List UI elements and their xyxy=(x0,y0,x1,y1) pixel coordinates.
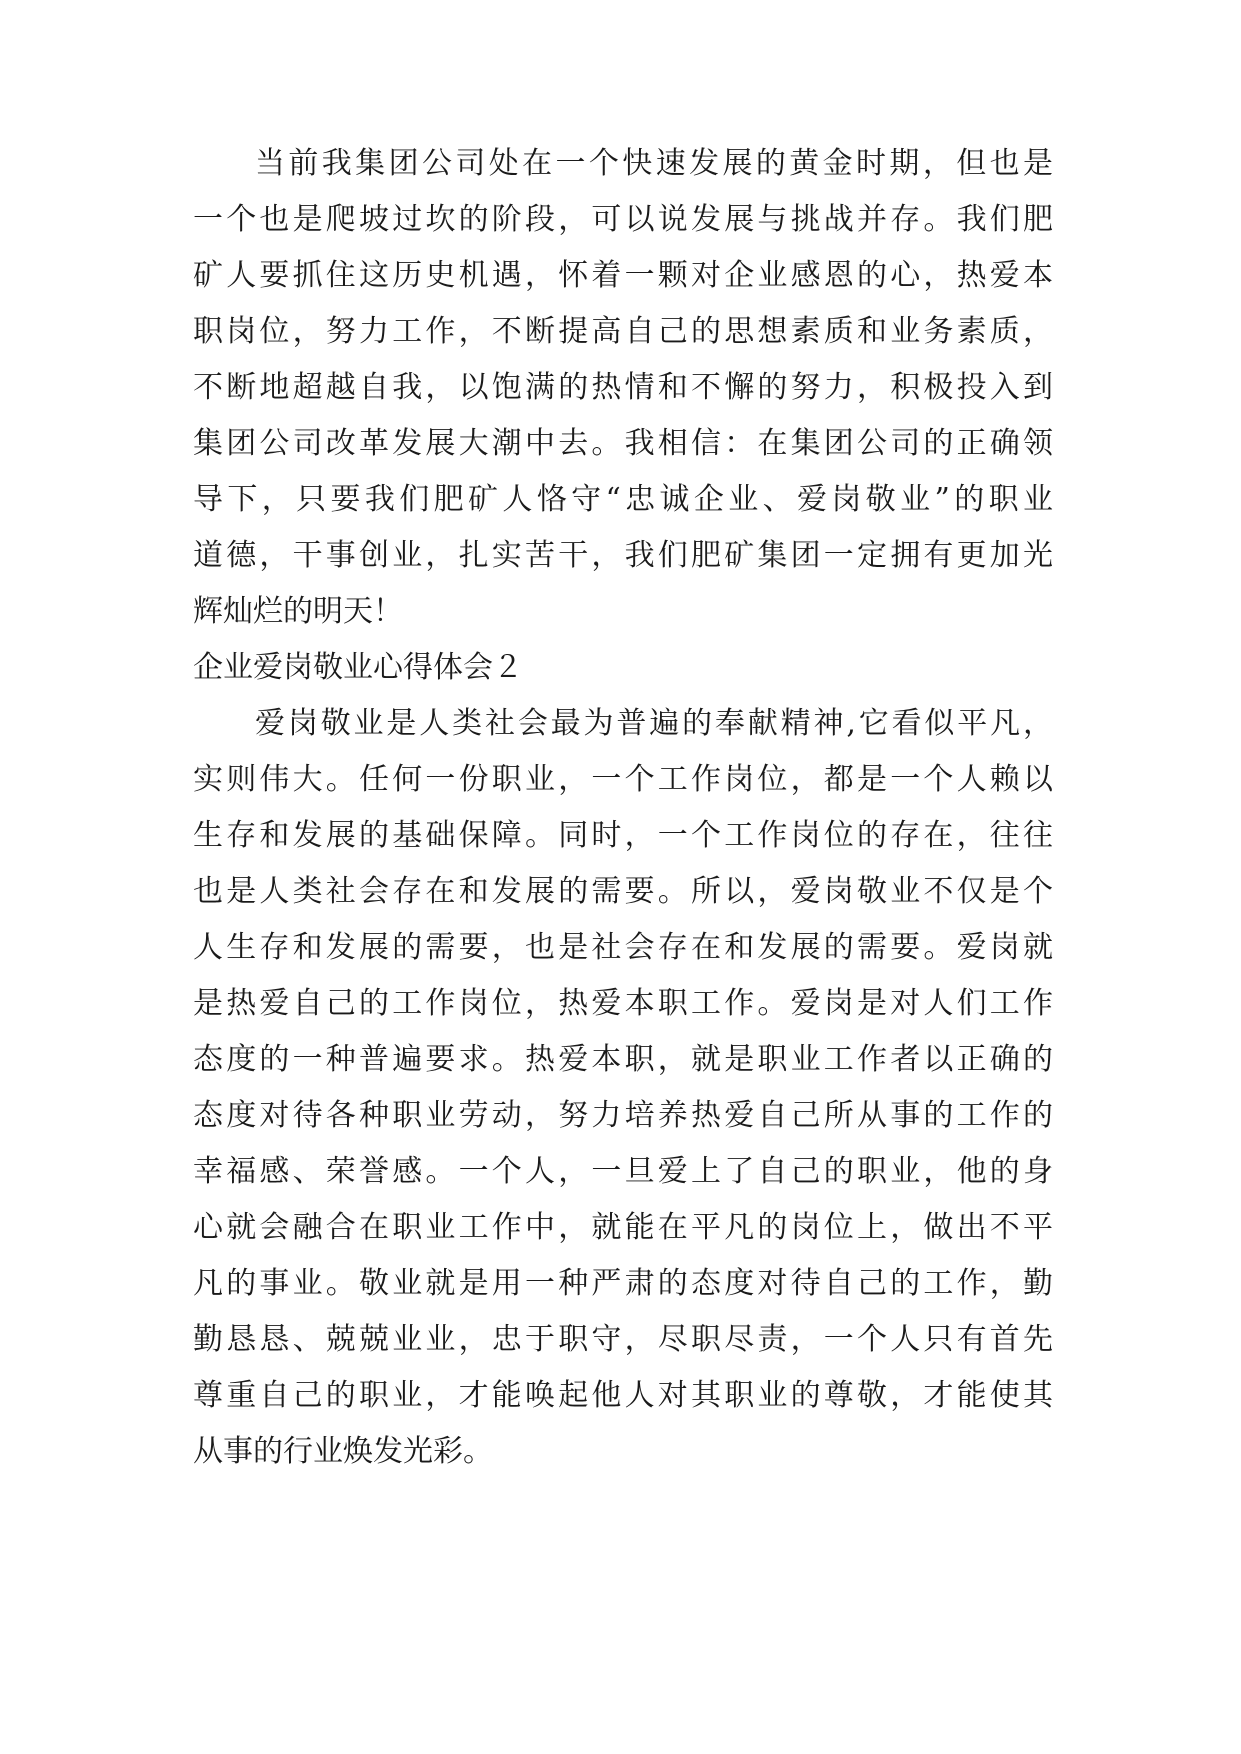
paragraph-line: 道德，干事创业，扎实苦干，我们肥矿集团一定拥有更加光 xyxy=(193,538,1053,573)
paragraph-line: 尊重自己的职业，才能唤起他人对其职业的尊敬，才能使其 xyxy=(193,1378,1053,1413)
paragraph-line: 爱岗敬业是人类社会最为普遍的奉献精神,它看似平凡， xyxy=(255,706,1053,741)
paragraph-line: 凡的事业。敬业就是用一种严肃的态度对待自己的工作，勤 xyxy=(193,1266,1053,1301)
paragraph-line: 也是人类社会存在和发展的需要。所以，爱岗敬业不仅是个 xyxy=(193,874,1053,909)
paragraph-line: 幸福感、荣誉感。一个人，一旦爱上了自己的职业，他的身 xyxy=(193,1154,1053,1189)
paragraph-line: 导下，只要我们肥矿人恪守“忠诚企业、爱岗敬业”的职业 xyxy=(193,482,1053,517)
paragraph-line: 勤恳恳、兢兢业业，忠于职守，尽职尽责，一个人只有首先 xyxy=(193,1322,1053,1357)
paragraph-line: 人生存和发展的需要，也是社会存在和发展的需要。爱岗就 xyxy=(193,930,1053,965)
paragraph-line: 心就会融合在职业工作中，就能在平凡的岗位上，做出不平 xyxy=(193,1210,1053,1245)
paragraph-line: 态度对待各种职业劳动，努力培养热爱自己所从事的工作的 xyxy=(193,1098,1053,1133)
section-heading: 企业爱岗敬业心得体会２ xyxy=(193,650,523,685)
paragraph-line: 生存和发展的基础保障。同时，一个工作岗位的存在，往往 xyxy=(193,818,1053,853)
paragraph-line: 一个也是爬坡过坎的阶段，可以说发展与挑战并存。我们肥 xyxy=(193,202,1053,237)
paragraph-line: 职岗位，努力工作，不断提高自己的思想素质和业务素质， xyxy=(193,314,1053,349)
paragraph-line: 是热爱自己的工作岗位，热爱本职工作。爱岗是对人们工作 xyxy=(193,986,1053,1021)
paragraph-line: 从事的行业焕发光彩。 xyxy=(193,1434,493,1469)
paragraph-line: 辉灿烂的明天！ xyxy=(193,594,403,629)
paragraph-line: 态度的一种普遍要求。热爱本职，就是职业工作者以正确的 xyxy=(193,1042,1053,1077)
paragraph-line: 当前我集团公司处在一个快速发展的黄金时期，但也是 xyxy=(255,146,1053,181)
paragraph-line: 矿人要抓住这历史机遇，怀着一颗对企业感恩的心，热爱本 xyxy=(193,258,1053,293)
paragraph-line: 不断地超越自我，以饱满的热情和不懈的努力，积极投入到 xyxy=(193,370,1053,405)
paragraph-line: 集团公司改革发展大潮中去。我相信：在集团公司的正确领 xyxy=(193,426,1053,461)
paragraph-line: 实则伟大。任何一份职业，一个工作岗位，都是一个人赖以 xyxy=(193,762,1053,797)
